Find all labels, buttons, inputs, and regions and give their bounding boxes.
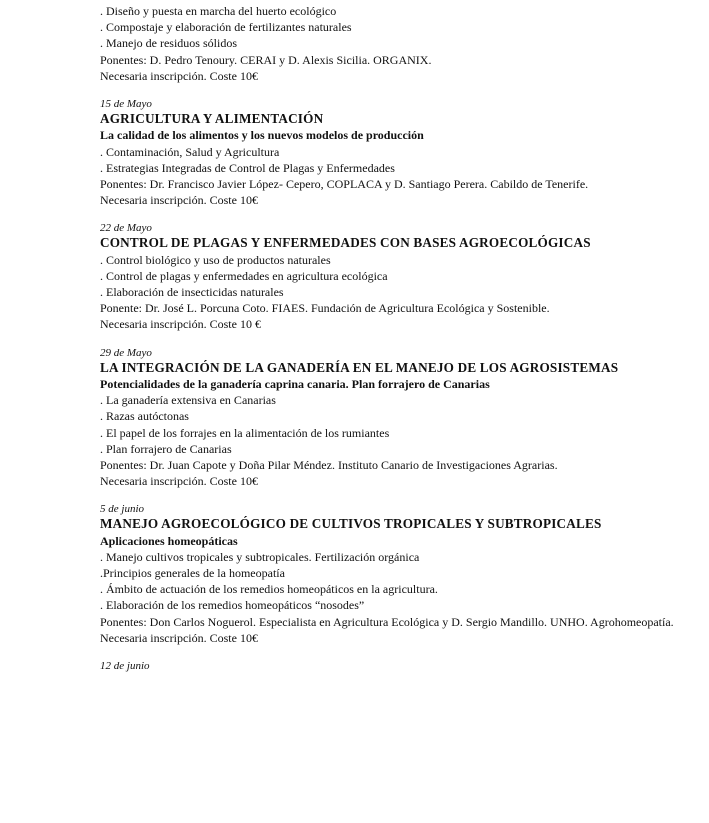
list-item: . Manejo cultivos tropicales y subtropicales. Fertilización orgánica xyxy=(100,549,420,564)
fee-line: Necesaria inscripción. Coste 10€ xyxy=(100,630,258,645)
session-control-plagas xyxy=(100,221,700,332)
session-title: LA INTEGRACIÓN DE LA GANADERÍA EN EL MANEJO DE LOS AGROSISTEMAS xyxy=(100,359,619,375)
session-ganaderia xyxy=(100,346,700,490)
session-date: 22 de Mayo xyxy=(100,222,152,235)
session-subtitle: La calidad de los alimentos y los nuevos modelos de producción xyxy=(100,128,424,143)
fee-line: Necesaria inscripción. Coste 10€ xyxy=(100,474,258,489)
speakers-line: Ponentes: D. Pedro Tenoury. CERAI y D. Alexis Sicilia. ORGANIX. xyxy=(100,52,432,67)
list-item: . Control biológico y uso de productos naturales xyxy=(100,252,331,267)
speakers-line: Ponente: Dr. José L. Porcuna Coto. FIAES. Fundación de Agricultura Ecológica y Sostenible. xyxy=(100,301,550,316)
speakers-line: Ponentes: Don Carlos Noguerol. Especialista en Agricultura Ecológica y D. Sergio Mandillo. UNHO. Agrohomeopatía. xyxy=(100,614,674,629)
session-title: AGRICULTURA Y ALIMENTACIÓN xyxy=(100,111,324,127)
fee-line: Necesaria inscripción. Coste 10€ xyxy=(100,68,258,83)
trailing-session-date: 12 de junio xyxy=(100,660,150,673)
list-item: . Manejo de residuos sólidos xyxy=(100,36,237,51)
session-agricultura-alimentacion xyxy=(100,97,700,208)
session-title: CONTROL DE PLAGAS Y ENFERMEDADES CON BASES AGROECOLÓGICAS xyxy=(100,235,591,251)
speakers-line: Ponentes: Dr. Francisco Javier López- Cepero, COPLACA y D. Santiago Perera. Cabildo de Tenerife. xyxy=(100,176,589,191)
session-cultivos-tropicales xyxy=(100,502,700,646)
list-item: . Elaboración de los remedios homeopáticos “nosodes” xyxy=(100,598,365,613)
fee-line: Necesaria inscripción. Coste 10 € xyxy=(100,317,261,332)
list-item: . Plan forrajero de Canarias xyxy=(100,441,232,456)
list-item: . El papel de los forrajes en la alimentación de los rumiantes xyxy=(100,425,390,440)
list-item: . Estrategias Integradas de Control de Plagas y Enfermedades xyxy=(100,160,395,175)
fee-line: Necesaria inscripción. Coste 10€ xyxy=(100,193,258,208)
list-item: . Contaminación, Salud y Agricultura xyxy=(100,144,280,159)
list-item: . Diseño y puesta en marcha del huerto ecológico xyxy=(100,4,337,18)
list-item: . Compostaje y elaboración de fertilizantes naturales xyxy=(100,20,352,35)
session-subtitle: Potencialidades de la ganadería caprina canaria. Plan forrajero de Canarias xyxy=(100,376,490,391)
session-subtitle: Aplicaciones homeopáticas xyxy=(100,533,238,548)
session-date: 5 de junio xyxy=(100,503,144,516)
session-date: 29 de Mayo xyxy=(100,346,152,359)
list-item: . La ganadería extensiva en Canarias xyxy=(100,393,276,408)
intro-section xyxy=(100,3,700,84)
session-title: MANEJO AGROECOLÓGICO DE CULTIVOS TROPICALES Y SUBTROPICALES xyxy=(100,516,602,532)
list-item: .Principios generales de la homeopatía xyxy=(100,566,285,581)
speakers-line: Ponentes: Dr. Juan Capote y Doña Pilar Méndez. Instituto Canario de Investigaciones Agrarias. xyxy=(100,457,558,472)
list-item: . Control de plagas y enfermedades en agricultura ecológica xyxy=(100,268,388,283)
list-item: . Razas autóctonas xyxy=(100,409,189,424)
document-page xyxy=(100,3,700,673)
list-item: . Elaboración de insecticidas naturales xyxy=(100,285,284,300)
list-item: . Ámbito de actuación de los remedios homeopáticos en la agricultura. xyxy=(100,582,438,597)
session-date: 15 de Mayo xyxy=(100,98,152,111)
